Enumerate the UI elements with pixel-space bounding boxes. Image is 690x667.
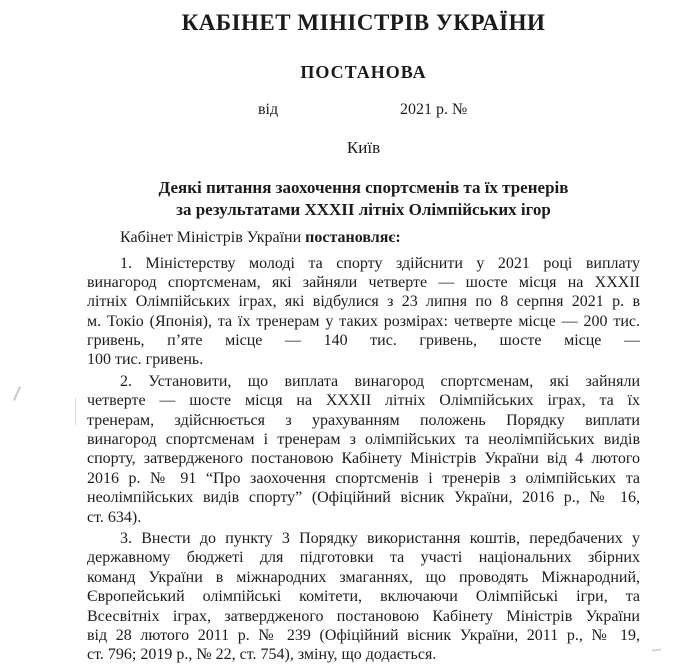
document-body (87, 254, 640, 665)
scan-artifact (75, 398, 76, 425)
text-line: команд України в міжнародних змаганнях, що проводять Міжнародний, (87, 568, 640, 586)
text-line: 1. Міністерству молоді та спорту здійснити у 2021 році виплату (120, 254, 640, 272)
text-line: винагород спортсменам і тренерам з олімпійських та неолімпійських видів (87, 431, 640, 449)
text-line: неолімпійських видів спорту” (Офіційний вісник України, 2016 р., № 16, (87, 489, 640, 507)
text-line: літніх Олімпійських іграх, які відбулися з 23 липня по 8 серпня 2021 р. в (87, 293, 640, 311)
text-line: Європейський олімпійські комітети, включаючи Олімпійські ігри, та (87, 588, 640, 606)
text-line: м. Токіо (Японія), та їх тренерам у таких розмірах: четверте місце — 200 тис. (87, 312, 640, 330)
scan-artifact (652, 648, 661, 651)
text-line: 2016 р. № 91 “Про заохочення спортсменів і тренерів з олімпійських та (87, 469, 640, 487)
text-line: гривень, п’яте місце — 140 тис. гривень, шосте місце — (87, 332, 640, 350)
text-line: 3. Внести до пункту 3 Порядку використання коштів, передбачених у (120, 529, 640, 547)
document-title-line2: за результатами XXXII літніх Олімпійських ігор (176, 200, 551, 219)
preamble (87, 228, 640, 248)
text-line: спорту, затвердженого постановою Кабінету Міністрів України від 4 лютого (87, 450, 640, 468)
scan-artifact (13, 386, 20, 400)
body-paragraph (87, 529, 640, 665)
text-line: тренерам, здійснюється з урахуванням положень Порядку виплати (87, 411, 640, 429)
text-line: винагород спортсменам, які зайняли четверте — шосте місця на XXXII (87, 273, 640, 291)
body-paragraph (87, 372, 640, 527)
body-paragraph (87, 254, 640, 370)
preamble-verb: постановляє: (305, 229, 401, 246)
date-number-row (87, 100, 640, 120)
text-line: 2. Установити, що виплата винагород спортсменам, які зайняли (120, 372, 640, 390)
document-type: ПОСТАНОВА (300, 62, 427, 82)
text-line: державному бюджеті для підготовки та участі національних збірних (87, 549, 640, 567)
text-line: ст. 796; 2019 р., № 22, ст. 754), зміну, що додається. (87, 646, 437, 664)
text-line: Всесвітніх іграх, затвердженого постановою Кабінету Міністрів України (87, 607, 640, 625)
date-value: 2021 р. № (400, 101, 468, 118)
organization-name: КАБІНЕТ МІНІСТРІВ УКРАЇНИ (181, 10, 546, 35)
text-line: ст. 634). (87, 508, 142, 526)
text-line: четверте — шосте місця на XXXII літніх Олімпійських іграх, та їх (87, 392, 640, 410)
document-title (87, 177, 640, 221)
document-title-line1: Деякі питання заохочення спортсменів та їх тренерів (158, 178, 569, 197)
date-label: від (258, 101, 279, 118)
preamble-lead: Кабінет Міністрів України (120, 229, 306, 246)
text-line: від 28 лютого 2011 р. № 239 (Офіційний вісник України, 2011 р., № 19, (87, 626, 640, 644)
city-name: Київ (346, 138, 381, 157)
text-line: 100 тис. гривень. (87, 351, 204, 369)
